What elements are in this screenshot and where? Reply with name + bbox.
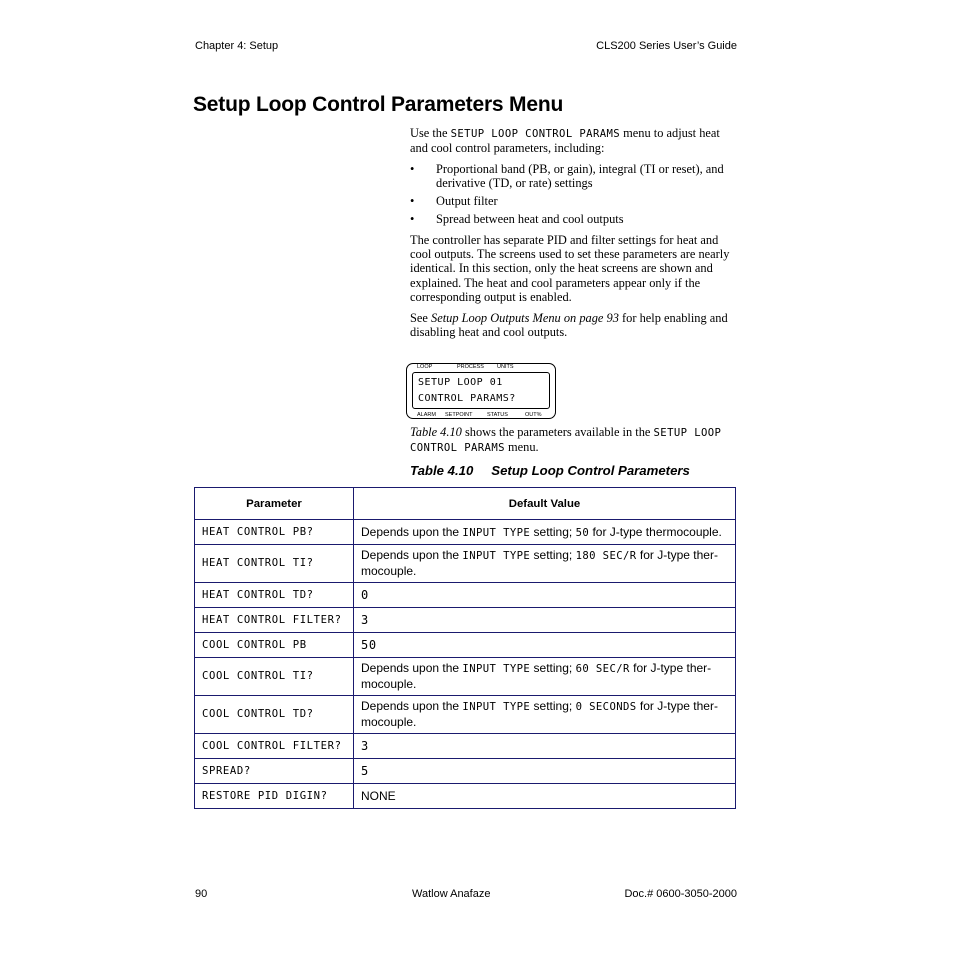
bullet: • bbox=[410, 161, 415, 176]
bullet: • bbox=[410, 212, 415, 227]
intro-post: menu to adjust heat and cool control parameters, including: bbox=[410, 126, 720, 156]
list-item-text: Proportional band (PB, or gain), integral (TI or reset), and derivative (TD, or rate) settings bbox=[436, 161, 724, 191]
bullet: • bbox=[410, 194, 415, 209]
parameter-cell: RESTORE PID DIGIN? bbox=[195, 784, 354, 809]
table-row bbox=[195, 658, 736, 696]
table-intro-menu-name: SETUP LOOP CONTROL PARAMS bbox=[410, 427, 722, 455]
default-value-cell: Depends upon the INPUT TYPE setting; 0 SECONDS for J-type ther-mocouple. bbox=[354, 696, 736, 734]
table-caption-number: Table 4.10 bbox=[410, 463, 474, 478]
lcd-label-loop: LOOP bbox=[417, 364, 433, 370]
column-header-default-value: Default Value bbox=[354, 488, 736, 520]
table-header-row bbox=[195, 488, 736, 520]
parameter-cell: HEAT CONTROL TD? bbox=[195, 583, 354, 608]
default-value-cell: 0 bbox=[354, 583, 736, 608]
lcd-screen bbox=[412, 372, 550, 409]
intro-pre: Use the bbox=[410, 126, 451, 140]
parameter-cell: HEAT CONTROL FILTER? bbox=[195, 608, 354, 633]
list-item bbox=[410, 212, 740, 226]
footer-document-number: Doc.# 0600-3050-2000 bbox=[624, 888, 737, 900]
column-header-parameter: Parameter bbox=[195, 488, 354, 520]
table-caption-title: Setup Loop Control Parameters bbox=[491, 463, 690, 478]
lcd-line-2: CONTROL PARAMS? bbox=[418, 393, 516, 404]
table-caption bbox=[410, 463, 690, 478]
default-value-cell: 3 bbox=[354, 608, 736, 633]
cross-reference-link[interactable]: Setup Loop Outputs Menu on page 93 bbox=[431, 310, 619, 325]
parameter-cell: COOL CONTROL TD? bbox=[195, 696, 354, 734]
intro-paragraph bbox=[410, 126, 740, 156]
pid-paragraph: The controller has separate PID and filter settings for heat and cool outputs. The screens used to set these parameters are nearly identical. In this section, only the heat screens are shown and explained. The heat and cool parameters appear only if the corresponding output is enabled. bbox=[410, 232, 730, 305]
default-value-cell: Depends upon the INPUT TYPE setting; 180 SEC/R for J-type ther-mocouple. bbox=[354, 545, 736, 583]
parameter-cell: COOL CONTROL FILTER? bbox=[195, 734, 354, 759]
table-row bbox=[195, 633, 736, 658]
list-item-text: Spread between heat and cool outputs bbox=[436, 212, 624, 227]
lcd-label-setpoint: SETPOINT bbox=[445, 412, 473, 418]
table-intro-paragraph bbox=[410, 425, 740, 456]
lcd-display-illustration bbox=[406, 363, 556, 419]
default-value-cell: NONE bbox=[354, 784, 736, 809]
table-intro-mid: shows the parameters available in the bbox=[461, 425, 654, 439]
table-reference: Table 4.10 bbox=[410, 425, 462, 439]
lcd-label-process: PROCESS bbox=[457, 364, 484, 370]
see-also-paragraph bbox=[410, 311, 740, 340]
parameter-cell: SPREAD? bbox=[195, 759, 354, 784]
running-header-chapter: Chapter 4: Setup bbox=[195, 40, 279, 52]
lcd-label-status: STATUS bbox=[487, 412, 508, 418]
table-row bbox=[195, 784, 736, 809]
list-item-text: Output filter bbox=[436, 194, 498, 209]
page-title: Setup Loop Control Parameters Menu bbox=[193, 93, 564, 116]
lcd-label-units: UNITS bbox=[497, 364, 514, 370]
default-value-cell: Depends upon the INPUT TYPE setting; 50 for J-type thermocouple. bbox=[354, 520, 736, 545]
table-row bbox=[195, 520, 736, 545]
table-row bbox=[195, 583, 736, 608]
see-pre: See bbox=[410, 310, 431, 325]
running-header-guide: CLS200 Series User’s Guide bbox=[596, 40, 737, 52]
parameters-table bbox=[194, 487, 736, 809]
list-item bbox=[410, 162, 740, 191]
lcd-label-out: OUT% bbox=[525, 412, 542, 418]
see-post: for help enabling and disabling heat and cool outputs. bbox=[410, 310, 728, 340]
page-number: 90 bbox=[195, 888, 208, 900]
parameter-cell: COOL CONTROL PB bbox=[195, 633, 354, 658]
body-text bbox=[410, 126, 740, 345]
lcd-line-1: SETUP LOOP 01 bbox=[418, 377, 503, 388]
table-row bbox=[195, 696, 736, 734]
footer-company: Watlow Anafaze bbox=[412, 888, 491, 900]
feature-list bbox=[410, 162, 740, 227]
parameter-cell: HEAT CONTROL PB? bbox=[195, 520, 354, 545]
table-row bbox=[195, 608, 736, 633]
intro-menu-name: SETUP LOOP CONTROL PARAMS bbox=[450, 128, 621, 140]
table-row bbox=[195, 759, 736, 784]
parameter-cell: HEAT CONTROL TI? bbox=[195, 545, 354, 583]
default-value-cell: 50 bbox=[354, 633, 736, 658]
parameter-cell: COOL CONTROL TI? bbox=[195, 658, 354, 696]
default-value-cell: Depends upon the INPUT TYPE setting; 60 SEC/R for J-type ther-mocouple. bbox=[354, 658, 736, 696]
lcd-label-alarm: ALARM bbox=[417, 412, 436, 418]
table-intro-post: menu. bbox=[504, 440, 539, 455]
list-item bbox=[410, 194, 740, 208]
default-value-cell: 3 bbox=[354, 734, 736, 759]
table-row bbox=[195, 545, 736, 583]
table-row bbox=[195, 734, 736, 759]
default-value-cell: 5 bbox=[354, 759, 736, 784]
